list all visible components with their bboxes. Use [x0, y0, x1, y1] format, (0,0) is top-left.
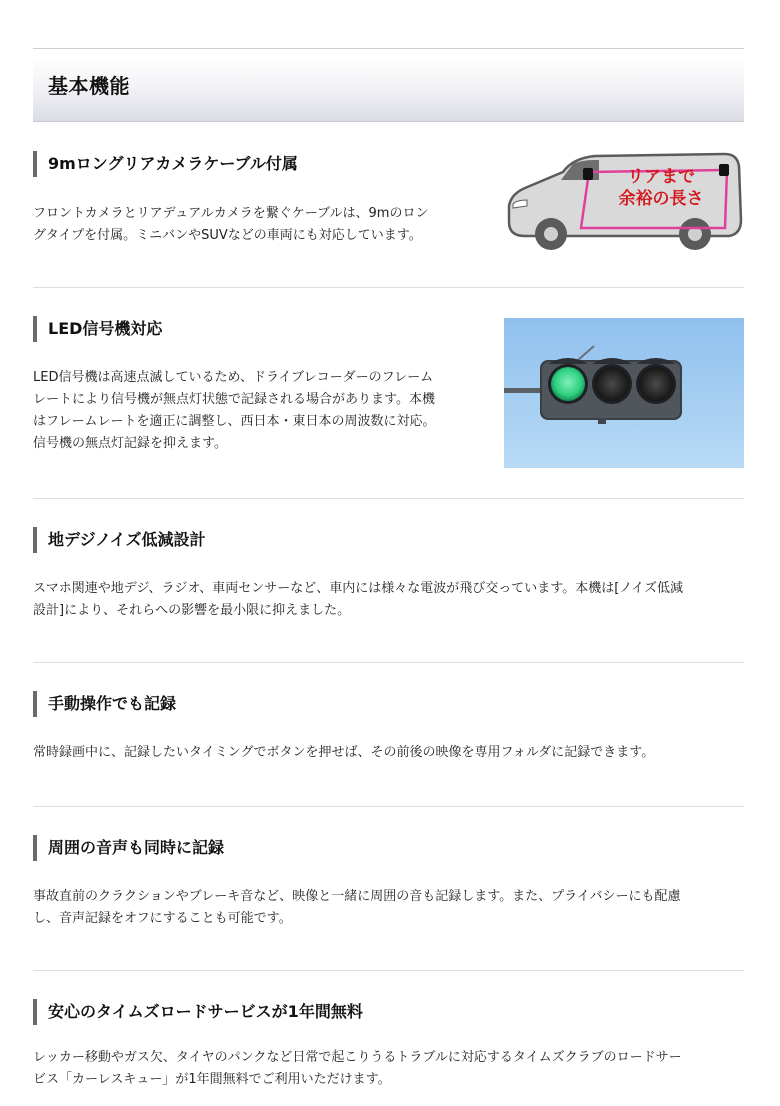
feature-title: 手動操作でも記録 [33, 691, 176, 717]
feature-title: 安心のタイムズロードサービスが1年間無料 [33, 999, 363, 1025]
divider [33, 287, 744, 288]
feature-title: 9mロングリアカメラケーブル付属 [33, 151, 298, 177]
feature-description: フロントカメラとリアデュアルカメラを繋ぐケーブルは、9mのロン グタイプを付属。ミニバンやSUVなどの車両にも対応しています。 [33, 206, 429, 243]
minivan-cable-illustration [503, 150, 743, 254]
divider [33, 662, 744, 663]
page-title: 基本機能 [48, 74, 130, 98]
section-header [33, 56, 744, 122]
feature-description: スマホ関連や地デジ、ラジオ、車両センサーなど、車内には様々な電波が飛び交っています。本機は[ノイズ低減 設計]により、それらへの影響を最小限に抑えました。 [33, 581, 684, 618]
feature-description: LED信号機は高速点滅しているため、ドライブレコーダーのフレーム レートにより信号機が無点灯状態で記録される場合があります。本機 はフレームレートを適正に調整し、西日本・東日本の周波数に対応。 信号機の無点灯記録を抑えます。 [33, 370, 436, 451]
feature-title: LED信号機対応 [33, 316, 162, 342]
feature-description: 事故直前のクラクションやブレーキ音など、映像と一緒に周囲の音も記録します。また、プライバシーにも配慮 し、音声記録をオフにすることも可能です。 [33, 889, 681, 926]
caption-line-2: 余裕の長さ [618, 189, 704, 209]
divider [33, 806, 744, 807]
divider [33, 498, 744, 499]
led-traffic-signal-photo [504, 318, 744, 468]
top-divider [33, 48, 744, 49]
feature-description: 常時録画中に、記録したいタイミングでボタンを押せば、その前後の映像を専用フォルダに記録できます。 [33, 745, 655, 760]
divider [33, 970, 744, 971]
feature-title: 周囲の音声も同時に記録 [33, 835, 224, 861]
feature-title: 地デジノイズ低減設計 [33, 527, 205, 553]
feature-description: レッカー移動やガス欠、タイヤのパンクなど日常で起こりうるトラブルに対応するタイムズクラブのロードサー ビス「カーレスキュー」が1年間無料でご利用いただけます。 [33, 1050, 682, 1087]
caption-line-1: リアまで [627, 167, 695, 187]
